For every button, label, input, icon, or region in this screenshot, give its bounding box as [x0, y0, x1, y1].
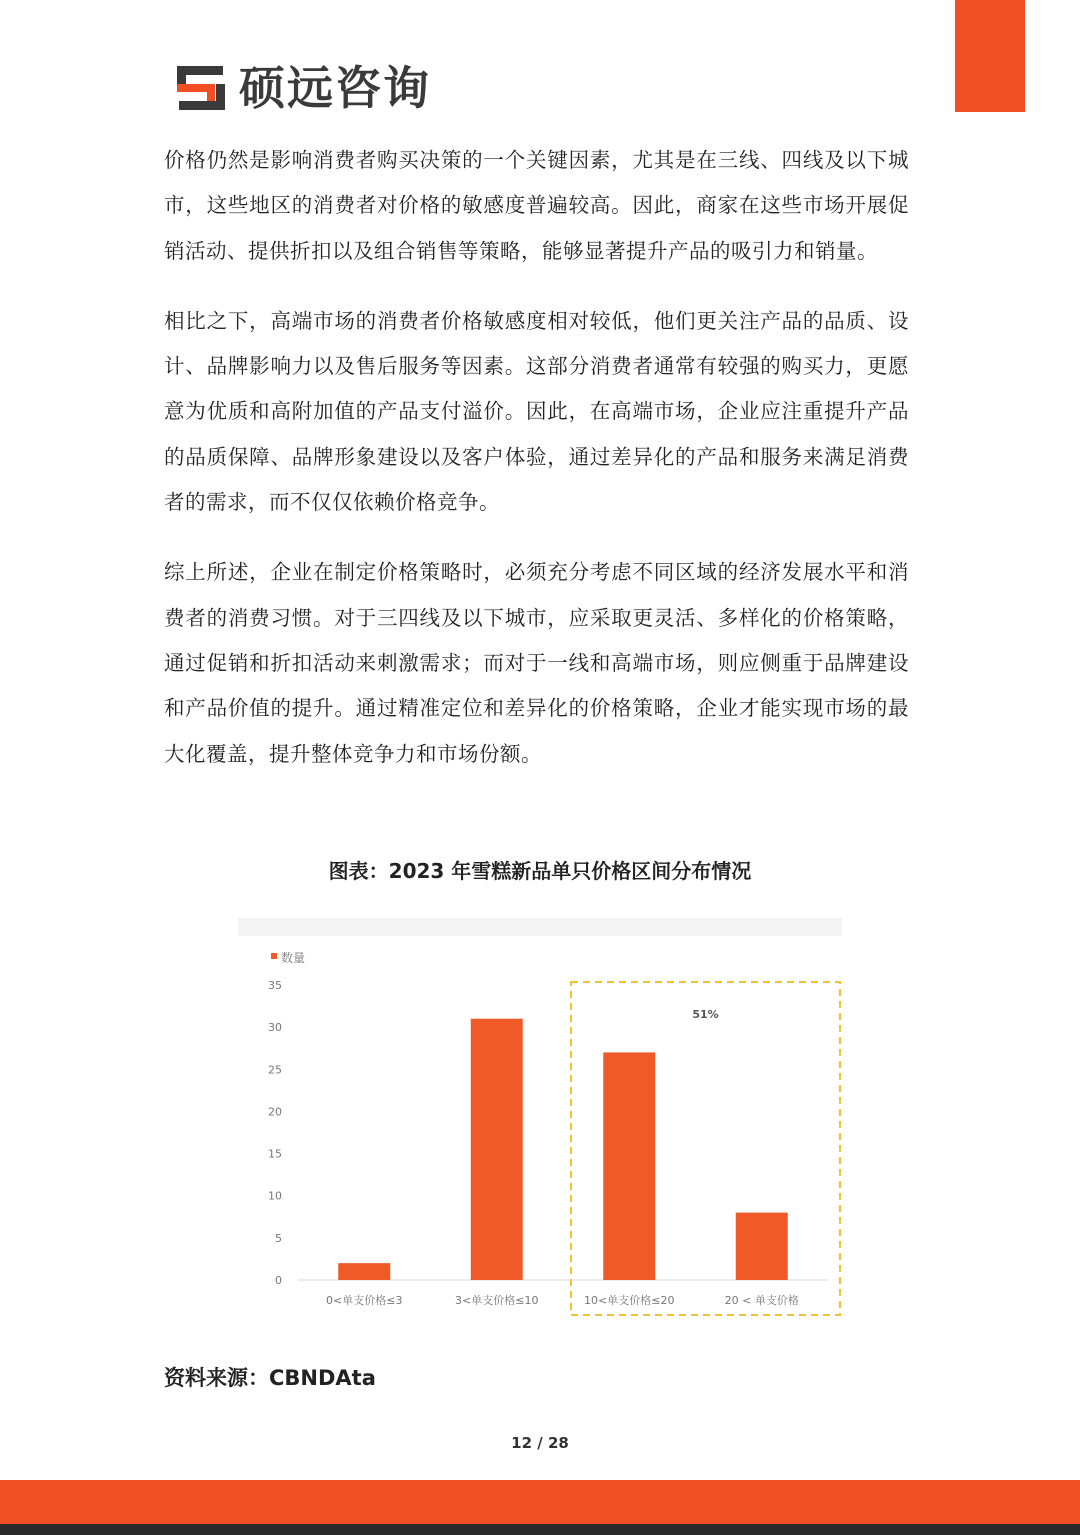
- x-tick-label: 3<单支价格≤10: [455, 1294, 539, 1307]
- x-tick-label: 20 < 单支价格: [724, 1294, 799, 1307]
- paragraph-2: 相比之下，高端市场的消费者价格敏感度相对较低，他们更关注产品的品质、设计、品牌影响力以及售后服务等因素。这部分消费者通常有较强的购买力，更愿意为优质和高附加值的产品支付溢价。因此，在高端市场，企业应注重提升产品的品质保障、品牌形象建设以及客户体验，通过差异化的产品和服务来满足消费者的需求，而不仅仅依赖价格竞争。: [164, 308, 909, 515]
- page-number: 12 / 28: [511, 1434, 569, 1452]
- source-note: 资料来源：CBNDAta: [164, 1366, 376, 1390]
- legend-swatch: [271, 953, 277, 959]
- chart-top-band: [238, 918, 842, 936]
- brand-logo: [175, 58, 431, 118]
- s-block-logo-icon: [175, 62, 227, 114]
- bar-chart: [238, 918, 842, 1338]
- paragraph-3: 综上所述，企业在制定价格策略时，必须充分考虑不同区域的经济发展水平和消费者的消费习惯。对于三四线及以下城市，应采取更灵活、多样化的价格策略，通过促销和折扣活动来刺激需求；而对于一线和高端市场，则应侧重于品牌建设和产品价值的提升。通过精准定位和差异化的价格策略，企业才能实现市场的最大化覆盖，提升整体竞争力和市场份额。: [164, 560, 909, 766]
- body-text: [164, 138, 909, 802]
- y-tick-label: 20: [268, 1105, 282, 1119]
- x-tick-label: 0<单支价格≤3: [326, 1294, 403, 1307]
- x-tick-label: 10<单支价格≤20: [584, 1294, 675, 1307]
- footer-accent-bar: [0, 1480, 1080, 1524]
- footer-dark-bar: [0, 1524, 1080, 1535]
- y-tick-label: 10: [268, 1189, 282, 1203]
- bar-chart-svg: [238, 918, 842, 1338]
- annotation-label: 51%: [692, 1008, 719, 1021]
- bar: [736, 1213, 788, 1280]
- bar: [471, 1019, 523, 1280]
- y-tick-label: 15: [268, 1147, 282, 1161]
- y-tick-label: 35: [268, 979, 282, 992]
- top-accent-bar: [955, 0, 1025, 112]
- chart-title: 图表：2023 年雪糕新品单只价格区间分布情况: [328, 859, 752, 883]
- paragraph-1: 价格仍然是影响消费者购买决策的一个关键因素，尤其是在三线、四线及以下城市，这些地区的消费者对价格的敏感度普遍较高。因此，商家在这些市场开展促销活动、提供折扣以及组合销售等策略，能够显著提升产品的吸引力和销量。: [164, 148, 909, 263]
- bar: [338, 1263, 390, 1280]
- brand-name: 硕远咨询: [239, 61, 431, 115]
- bar: [603, 1052, 655, 1280]
- legend-label: 数量: [281, 951, 306, 965]
- y-tick-label: 0: [275, 1274, 282, 1287]
- y-tick-label: 5: [275, 1231, 282, 1245]
- y-tick-label: 25: [268, 1063, 282, 1077]
- y-tick-label: 30: [268, 1021, 282, 1035]
